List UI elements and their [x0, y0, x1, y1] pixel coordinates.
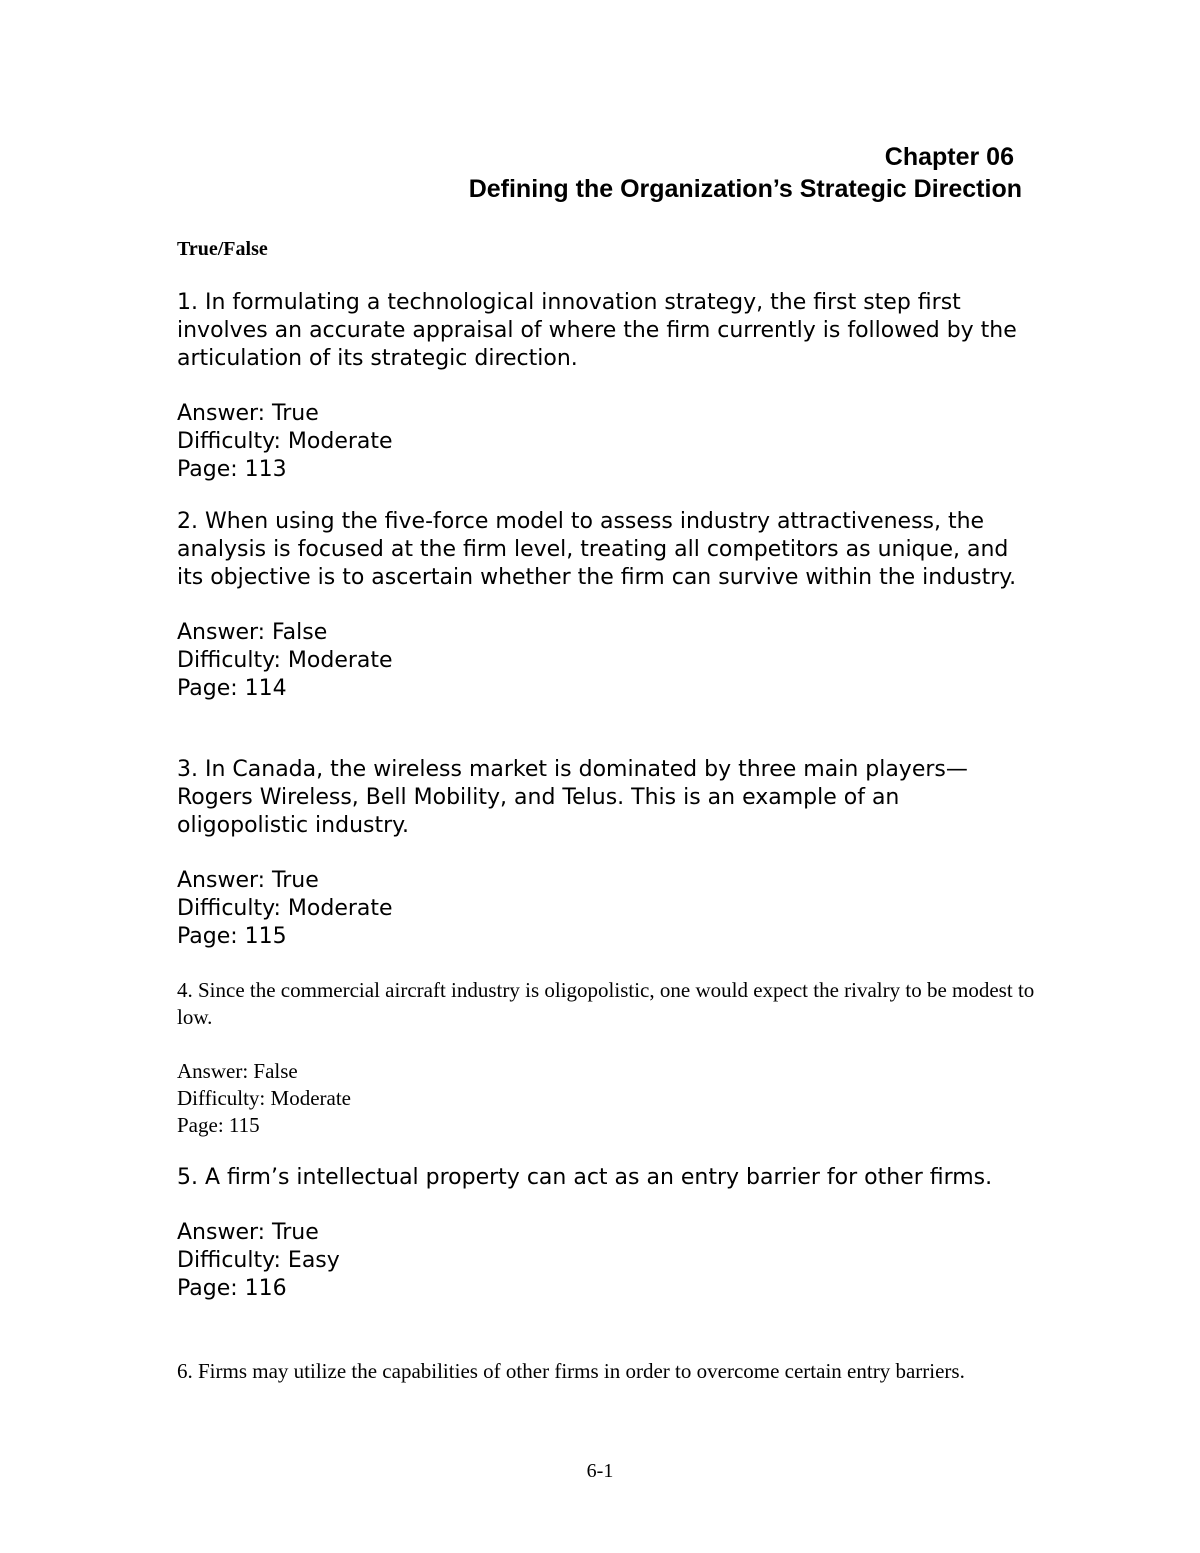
difficulty-line: Difficulty: Moderate — [177, 896, 393, 921]
question-meta — [177, 1058, 1037, 1139]
question-5 — [177, 1164, 1037, 1303]
difficulty-line: Difficulty: Easy — [177, 1248, 340, 1273]
question-text: 5. A firm’s intellectual property can act as an entry barrier for other firms. — [177, 1165, 993, 1190]
chapter-header — [469, 142, 1022, 206]
question-text: 1. In formulating a technological innovation strategy, the first step first involves an accurate appraisal of where the firm currently is followed by the articulation of its strategic direction. — [177, 290, 1017, 371]
answer-line: Answer: False — [177, 620, 328, 645]
difficulty-line: Difficulty: Moderate — [177, 648, 393, 673]
difficulty-line: Difficulty: Moderate — [177, 1086, 351, 1110]
question-text: 3. In Canada, the wireless market is dominated by three main players—Rogers Wireless, Bell Mobility, and Telus. This is an example of an oligopolistic industry. — [177, 757, 968, 838]
page-line: Page: 115 — [177, 924, 287, 949]
answer-line: Answer: False — [177, 1059, 298, 1083]
question-1 — [177, 289, 1037, 484]
page-line: Page: 116 — [177, 1276, 287, 1301]
page-line: Page: 113 — [177, 457, 287, 482]
question-meta — [177, 400, 1037, 484]
question-text: 2. When using the five-force model to assess industry attractiveness, the analysis is focused at the firm level, treating all competitors as unique, and its objective is to ascertain whether the firm can survive within the industry. — [177, 509, 1017, 590]
question-meta — [177, 619, 1037, 703]
question-2 — [177, 508, 1037, 703]
question-4 — [177, 977, 1037, 1139]
question-text: 4. Since the commercial aircraft industry is oligopolistic, one would expect the rivalry to be modest to low. — [177, 978, 1035, 1029]
page-line: Page: 115 — [177, 1113, 260, 1137]
chapter-title: Defining the Organization’s Strategic Direction — [468, 175, 1022, 203]
section-heading: True/False — [177, 238, 268, 260]
question-3 — [177, 756, 1037, 951]
page-line: Page: 114 — [177, 676, 287, 701]
answer-line: Answer: True — [177, 401, 319, 426]
chapter-number: Chapter 06 — [884, 143, 1014, 171]
question-6 — [177, 1358, 1037, 1385]
answer-line: Answer: True — [177, 1220, 319, 1245]
page-number: 6-1 — [586, 1460, 614, 1482]
question-meta — [177, 1219, 1037, 1303]
question-text: 6. Firms may utilize the capabilities of other firms in order to overcome certain entry barriers. — [177, 1359, 965, 1383]
answer-line: Answer: True — [177, 868, 319, 893]
difficulty-line: Difficulty: Moderate — [177, 429, 393, 454]
question-meta — [177, 867, 1037, 951]
